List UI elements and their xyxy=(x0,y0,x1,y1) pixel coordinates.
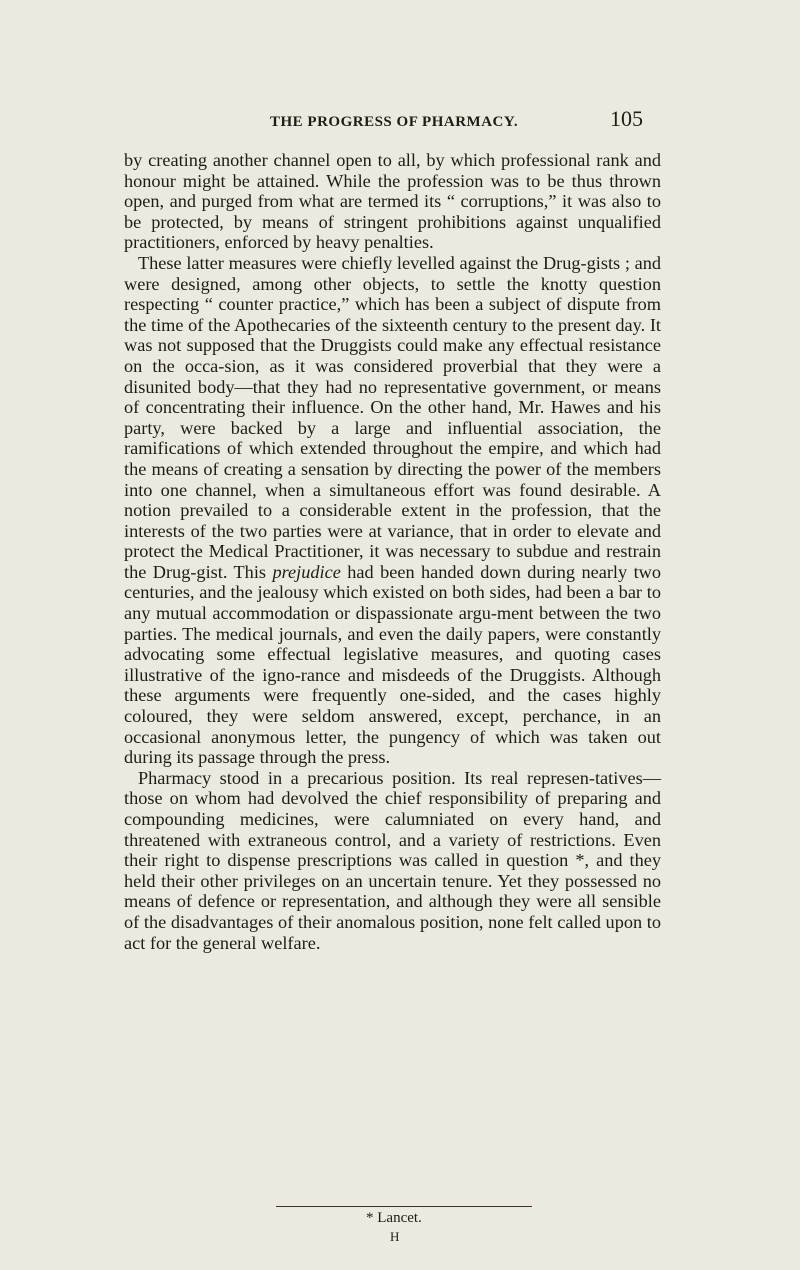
italic-word: prejudice xyxy=(272,561,341,582)
body-text xyxy=(124,150,661,953)
paragraph-2-part-2: had been handed down during nearly two centuries, and the jealousy which existed on both sides, had been a bar to any mutual accommodation or dispassionate argu-ment between the two parties. The medical journals, and even the daily papers, were constantly advocating some effectual legislative measures, and quoting cases illustrative of the igno-rance and misdeeds of the Druggists. Although these arguments were frequently one-sided, and the cases highly coloured, they were seldom answered, except, perchance, in an occasional anonymous letter, the pungency of which was taken out during its passage through the press. xyxy=(124,561,661,768)
paragraph-1: by creating another channel open to all, by which professional rank and honour might be attained. While the profession was to be thus thrown open, and purged from what are termed its “ corruptions,” it was also to be protected, by means of stringent prohibitions against unqualified practitioners, enforced by heavy penalties. xyxy=(124,150,661,253)
footnote: * Lancet. xyxy=(366,1210,422,1226)
paragraph-2 xyxy=(124,253,661,768)
paragraph-3: Pharmacy stood in a precarious position. Its real represen-tatives—those on whom had devolved the chief responsibility of preparing and compounding medicines, were calumniated on every hand, and threatened with extraneous control, and a variety of restrictions. Even their right to dispense prescriptions was called in question *, and they held their other privileges on an uncertain tenure. Yet they possessed no means of defence or representation, and although they were all sensible of the disadvantages of their anomalous position, none felt called upon to act for the general welfare. xyxy=(124,767,661,953)
paragraph-2-part-1: These latter measures were chiefly levelled against the Drug-gists ; and were designed, among other objects, to settle the knotty question respecting “ counter practice,” which has been a subject of dispute from the time of the Apothecaries of the sixteenth century to the present day. It was not supposed that the Druggists could make any effectual resistance on the occa-sion, as it was considered proverbial that they were a disunited body—that they had no representative government, or means of concentrating their influence. On the other hand, Mr. Hawes and his party, were backed by a large and influential association, the ramifications of which extended throughout the empire, and which had the means of creating a sensation by directing the power of the members into one channel, when a simultaneous effort was found desirable. A notion prevailed to a considerable extent in the profession, that the interests of the two parties were at variance, that in order to elevate and protect the Medical Practitioner, it was necessary to subdue and restrain the Drug-gist. This xyxy=(124,252,661,582)
page-number: 105 xyxy=(610,106,643,131)
footnote-rule xyxy=(276,1206,532,1207)
signature-mark: H xyxy=(390,1229,400,1244)
running-head: THE PROGRESS OF PHARMACY. xyxy=(270,114,519,130)
